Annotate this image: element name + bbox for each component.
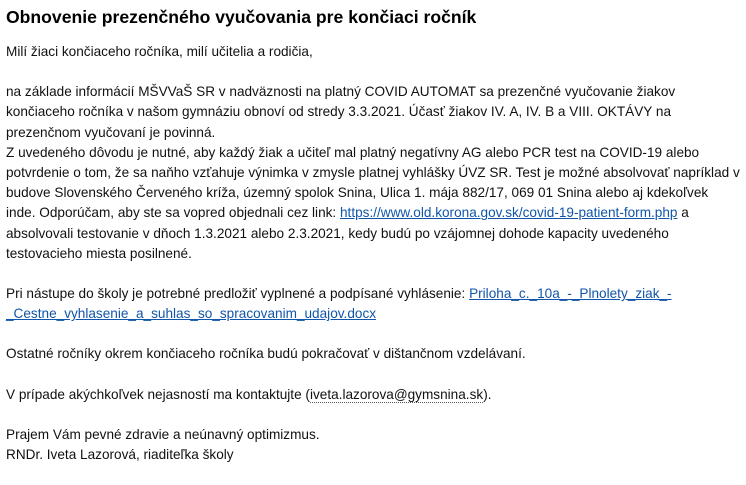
testing-text-before: Z uvedeného dôvodu je nutné, aby každý žiak a učiteľ mal platný negatívny AG alebo PCR test na COVID-19 alebo potvrdenie o tom, že sa naňho vzťahuje výnimka v zmysle platnej vyhlášky ÚVZ SR. Test je možné absolvovať napríklad v budove Slovenského Červeného kríža, územný spolok Snina, Ulica 1. mája 882/17, 069 01 Snina alebo aj kdekoľvek inde. Odporúčam, aby ste sa vopred objednali cez link: [6,144,740,221]
paragraph-distance-learning: Ostatné ročníky okrem končiaceho ročníka budú pokračovať v dištančnom vzdelávaní. [6,346,526,362]
page-title: Obnovenie prezenčného vyučovania pre končiaci ročník [6,7,477,27]
spacer [6,324,740,344]
covid-registration-link[interactable]: https://www.old.korona.gov.sk/covid-19-patient-form.php [340,205,678,221]
contact-text-after: ). [483,386,492,402]
paragraph-contact [6,385,740,405]
contact-text-before: V prípade akýchkoľvek nejasností ma kontaktujte ( [6,386,310,402]
paragraph-testing [6,143,740,264]
spacer [6,62,740,82]
signature: RNDr. Iveta Lazorová, riaditeľka školy [6,447,234,463]
closing-line: Prajem Vám pevné zdravie a neúnavný optimizmus. [6,426,320,442]
spacer [6,365,740,385]
declaration-document-link[interactable]: Priloha_c._10a_-_Plnolety_ziak_-_Cestne_vyhlasenie_a_suhlas_so_spracovanim_udajov.docx [6,286,672,322]
greeting: Milí žiaci končiaceho ročníka, milí učitelia a rodičia, [6,44,313,59]
paragraph-declaration [6,284,740,324]
spacer [6,405,740,425]
declaration-text: Pri nástupe do školy je potrebné predložiť vyplnené a podpísané vyhlásenie: [6,286,470,302]
testing-text-after: a absolvovali testovanie v dňoch 1.3.2021 alebo 2.3.2021, kedy budú po vzájomnej dohode kapacity uvedeného testovacieho miesta posilnené. [6,205,689,261]
contact-email[interactable]: iveta.lazorova@gymsnina.sk [309,386,484,402]
spacer [6,264,740,284]
paragraph-announcement: na základe informácií MŠVVaŠ SR v nadväznosti na platný COVID AUTOMAT sa prezenčné vyučovanie žiakov končiaceho ročníka v našom gymnáziu obnoví od stredy 3.3.2021. Účasť žiakov IV. A, IV. B a VIII. OKTÁVY na prezenčnom vyučovaní je povinná. [6,84,676,140]
